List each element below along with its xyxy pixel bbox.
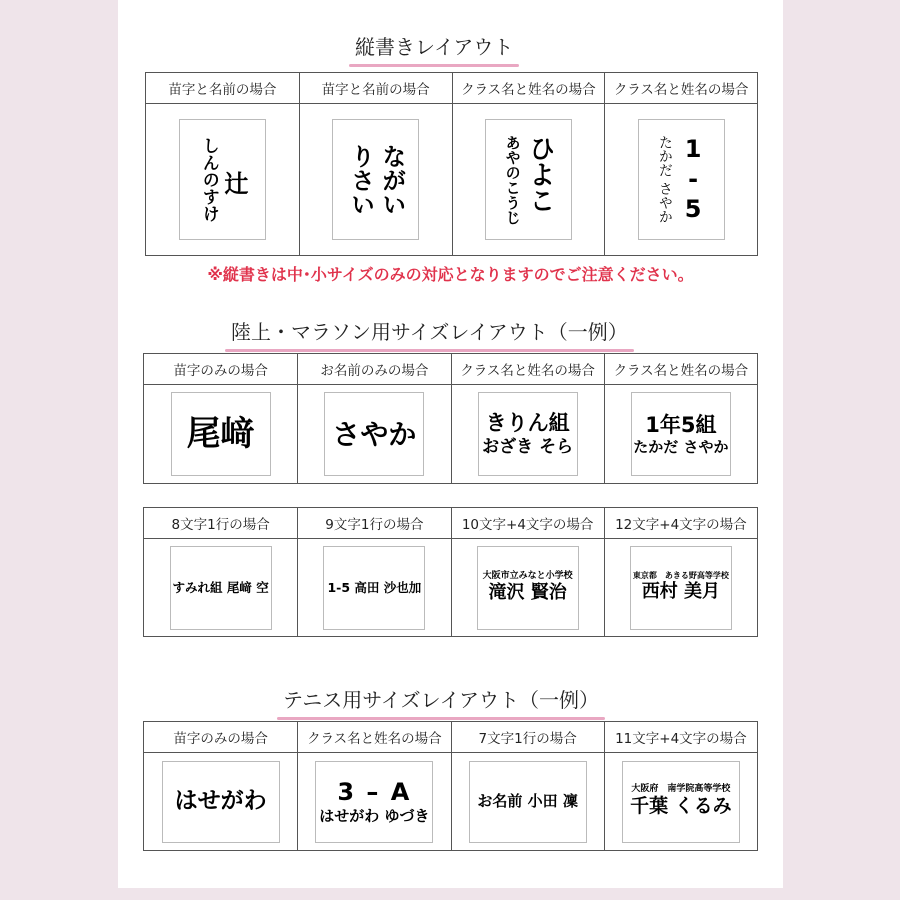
label-text: 1-5 高田 沙也加 <box>327 579 422 595</box>
column-header: お名前のみの場合 <box>298 354 450 385</box>
vertical-cell-1 <box>146 73 299 255</box>
column-header: 苗字のみの場合 <box>144 722 297 753</box>
sample-label <box>324 392 424 476</box>
label-full-name: 千葉 くるみ <box>630 795 732 818</box>
sample-label <box>638 119 725 240</box>
column-header: 12文字+4文字の場合 <box>605 508 757 539</box>
label-school-name: 大阪府 南学院高等学校 <box>631 784 731 794</box>
label-full-name: はせがわ ゆづき <box>319 807 430 826</box>
label-text: お名前 小田 凜 <box>477 792 578 811</box>
tennis-cell-3 <box>451 722 604 850</box>
title-underline <box>277 717 605 720</box>
label-class-name: きりん組 <box>485 411 570 436</box>
track-cell-5 <box>144 508 297 636</box>
label-class-name: ひよこ <box>524 134 555 213</box>
column-header: 苗字と名前の場合 <box>146 73 299 104</box>
sample-label <box>323 546 425 630</box>
label-class-name: 1年5組 <box>645 412 717 437</box>
vertical-layout-table <box>145 72 758 256</box>
track-layout-table-1 <box>143 353 758 484</box>
track-cell-3 <box>451 354 604 483</box>
tennis-cell-1 <box>144 722 297 850</box>
column-header: 7文字1行の場合 <box>452 722 604 753</box>
label-name-small: しんのすけ <box>198 137 219 222</box>
track-cell-7 <box>451 508 604 636</box>
column-header: 9文字1行の場合 <box>298 508 450 539</box>
title-underline <box>225 349 634 352</box>
title-underline <box>349 64 519 67</box>
vertical-cell-4 <box>604 73 757 255</box>
sample-label <box>162 761 280 843</box>
sample-label <box>631 392 731 476</box>
section-title-text: 縦書きレイアウト <box>355 35 514 59</box>
column-header: 11文字+4文字の場合 <box>605 722 757 753</box>
track-cell-6 <box>297 508 450 636</box>
label-surname: はせがわ <box>174 788 267 815</box>
tennis-cell-2 <box>297 722 450 850</box>
label-full-name: あやのこうじ <box>503 134 522 225</box>
sample-label <box>179 119 266 240</box>
section-title-tennis <box>283 684 599 713</box>
label-class-name: 3 – A <box>337 778 412 807</box>
label-full-name: たかだ さやか <box>633 437 729 456</box>
vertical-cell-3 <box>452 73 605 255</box>
label-text: すみれ組 尾﨑 空 <box>172 579 269 595</box>
label-full-name: 西村 美月 <box>641 581 721 603</box>
sample-label <box>478 392 578 476</box>
sample-label <box>332 119 419 240</box>
label-full-name: 滝沢 賢治 <box>488 581 567 603</box>
column-header: クラス名と姓名の場合 <box>605 73 757 104</box>
section-title-vertical <box>355 31 513 60</box>
tennis-layout-table <box>143 721 758 851</box>
sample-label <box>622 761 740 843</box>
label-school-name: 大阪市立みなと小学校 <box>482 570 573 581</box>
column-header: クラス名と姓名の場合 <box>298 722 450 753</box>
track-cell-2 <box>297 354 450 483</box>
sample-label <box>315 761 433 843</box>
label-given-name: さやか <box>332 417 417 451</box>
track-cell-8 <box>604 508 757 636</box>
label-class-name: 1-5 <box>679 134 708 225</box>
label-line-1: ながい <box>377 143 406 216</box>
sample-label <box>170 546 272 630</box>
sample-label <box>485 119 572 240</box>
label-surname: 尾﨑 <box>186 413 255 454</box>
label-full-name: おざき そら <box>482 436 574 457</box>
label-school-name: 東京都 あきる野高等学校 <box>632 571 729 581</box>
vertical-cell-2 <box>299 73 452 255</box>
track-cell-1 <box>144 354 297 483</box>
tennis-cell-4 <box>604 722 757 850</box>
track-cell-4 <box>604 354 757 483</box>
column-header: クラス名と姓名の場合 <box>605 354 757 385</box>
vertical-notice: ※縦書きは中･小サイズのみの対応となりますのでご注意ください。 <box>207 265 694 284</box>
label-name-large: 辻 <box>219 171 248 195</box>
label-full-name: たかだ さやか <box>656 134 673 223</box>
column-header: 10文字+4文字の場合 <box>452 508 604 539</box>
sample-label <box>171 392 271 476</box>
column-header: 8文字1行の場合 <box>144 508 297 539</box>
section-title-text: テニス用サイズレイアウト（一例） <box>283 688 599 712</box>
track-layout-table-2 <box>143 507 758 637</box>
sample-label <box>477 546 579 630</box>
sample-label <box>630 546 732 630</box>
sample-label <box>469 761 587 843</box>
column-header: クラス名と姓名の場合 <box>452 354 604 385</box>
column-header: 苗字のみの場合 <box>144 354 297 385</box>
label-line-2: りさい <box>346 143 375 216</box>
section-title-track <box>231 316 628 345</box>
section-title-text: 陸上・マラソン用サイズレイアウト（一例） <box>231 320 628 344</box>
column-header: 苗字と名前の場合 <box>300 73 452 104</box>
column-header: クラス名と姓名の場合 <box>453 73 605 104</box>
